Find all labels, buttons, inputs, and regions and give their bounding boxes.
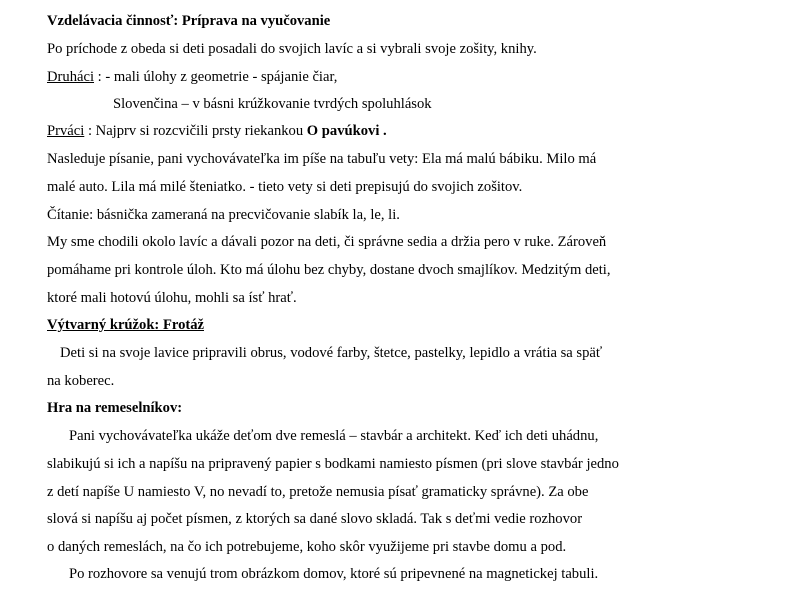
paragraph-line: slabikujú si ich a napíšu na pripravený papier s bodkami namiesto písmen (pri slove stavbár jedno	[47, 456, 619, 472]
heading-art-club: Výtvarný krúžok: Frotáž	[47, 317, 204, 333]
paragraph-line: ktoré mali hotovú úlohu, mohli sa ísť hrať.	[47, 290, 297, 306]
paragraph-line: Nasleduje písanie, pani vychovávateľka im píše na tabuľu vety: Ela má malú bábiku. Milo má	[47, 151, 597, 167]
paragraph-line: o daných remeslách, na čo ich potrebujeme, koho skôr využijeme pri stavbe domu a pod.	[47, 539, 567, 555]
paragraph-line	[47, 67, 337, 87]
paragraph-line	[47, 121, 387, 141]
paragraph-line: Pani vychovávateľka ukáže deťom dve remeslá – stavbár a architekt. Keď ich deti uhádnu,	[69, 428, 599, 444]
paragraph-line: Čítanie: básnička zameraná na precvičovanie slabík la, le, li.	[47, 207, 400, 223]
rhyme-title: O pavúkovi .	[306, 123, 387, 139]
line-text: : - mali úlohy z geometrie - spájanie čiar,	[94, 69, 338, 85]
line-text: : Najprv si rozcvičili prsty riekankou	[84, 123, 307, 139]
paragraph-line: z detí napíše U namiesto V, no nevadí to, pretože nemusia písať gramaticky správne). Za obe	[47, 484, 589, 500]
paragraph-line: na koberec.	[47, 373, 115, 389]
paragraph-line: Deti si na svoje lavice pripravili obrus, vodové farby, štetce, pastelky, lepidlo a vrátia sa späť	[60, 345, 603, 361]
paragraph-line: slová si napíšu aj počet písmen, z ktorých sa dané slovo skladá. Tak s deťmi vedie rozhovor	[47, 511, 583, 527]
heading-activity: Vzdelávacia činnosť: Príprava na vyučovanie	[47, 13, 331, 29]
paragraph-line: malé auto. Lila má milé šteniatko. - tieto vety si deti prepisujú do svojich zošitov.	[47, 179, 523, 195]
heading-craftsmen-game: Hra na remeselníkov:	[47, 400, 183, 416]
paragraph-line: pomáhame pri kontrole úloh. Kto má úlohu bez chyby, dostane dvoch smajlíkov. Medzitým deti,	[47, 262, 611, 278]
paragraph-line: Po príchode z obeda si deti posadali do svojich lavíc a si vybrali svoje zošity, knihy.	[47, 41, 537, 57]
paragraph-line: My sme chodili okolo lavíc a dávali pozor na deti, či správne sedia a držia pero v ruke. Zároveň	[47, 234, 607, 250]
paragraph-line: Po rozhovore sa venujú trom obrázkom domov, ktoré sú pripevnené na magnetickej tabuli.	[69, 566, 599, 582]
paragraph-line: Slovenčina – v básni krúžkovanie tvrdých spoluhlások	[113, 96, 432, 112]
label-prvaci: Prváci	[47, 123, 85, 139]
label-druhaci: Druháci	[47, 69, 95, 85]
